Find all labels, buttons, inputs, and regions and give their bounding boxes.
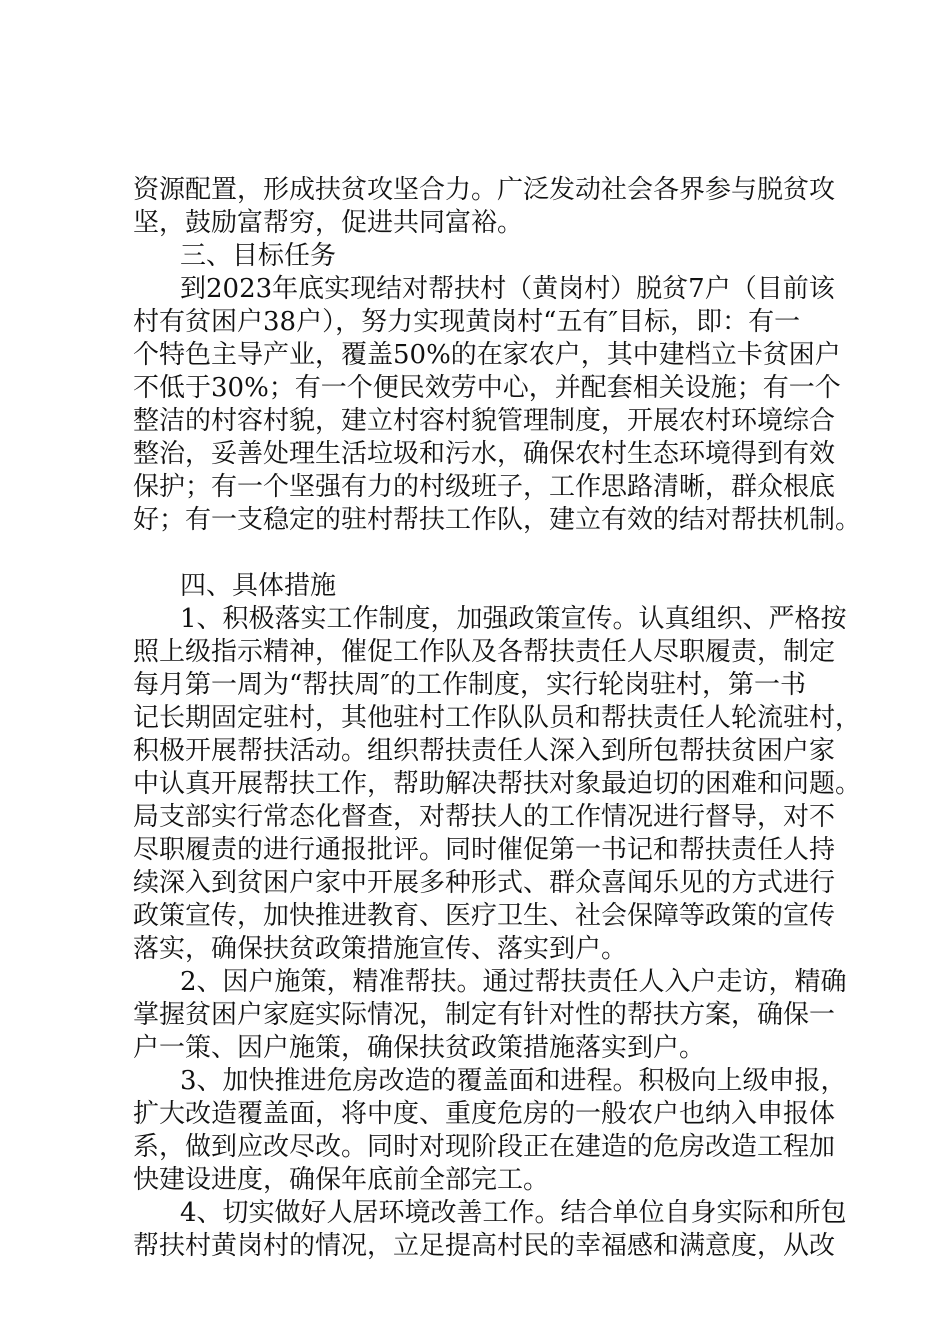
text-line: 记长期固定驻村，其他驻村工作队队员和帮扶责任人轮流驻村， [133,703,862,733]
text-line: 1、积极落实工作制度，加强政策宣传。认真组织、严格按 [180,604,847,634]
text-line: 户一策、因户施策，确保扶贫政策措施落实到户。 [133,1033,706,1063]
text-line: 整治，妥善处理生活垃圾和污水，确保农村生态环境得到有效 [133,439,836,469]
text-line: 整洁的村容村貌，建立村容村貌管理制度，开展农村环境综合 [133,406,836,436]
text-line: 政策宣传，加快推进教育、医疗卫生、社会保障等政策的宣传 [133,901,836,931]
text-line: 帮扶村黄岗村的情况，立足提高村民的幸福感和满意度，从改 [133,1231,836,1261]
text-line: 4、切实做好人居环境改善工作。结合单位自身实际和所包 [180,1198,847,1228]
text-line: 局支部实行常态化督查，对帮扶人的工作情况进行督导，对不 [133,802,836,832]
text-line: 资源配置，形成扶贫攻坚合力。广泛发动社会各界参与脱贫攻 [133,175,836,205]
text-line: 中认真开展帮扶工作，帮助解决帮扶对象最迫切的困难和问题。 [133,769,862,799]
text-line: 不低于30%；有一个便民效劳中心，并配套相关设施；有一个 [133,373,841,403]
text-line: 照上级指示精神，催促工作队及各帮扶责任人尽职履责，制定 [133,637,836,667]
text-line: 3、加快推进危房改造的覆盖面和进程。积极向上级申报， [180,1066,847,1096]
text-line: 保护；有一个坚强有力的村级班子，工作思路清晰，群众根底 [133,472,836,502]
text-line: 落实，确保扶贫政策措施宣传、落实到户。 [133,934,628,964]
section-heading: 四、具体措施 [180,571,337,601]
text-line: 坚，鼓励富帮穷，促进共同富裕。 [133,208,524,238]
text-line: 2、因户施策，精准帮扶。通过帮扶责任人入户走访，精确 [180,967,847,997]
text-line: 续深入到贫困户家中开展多种形式、群众喜闻乐见的方式进行 [133,868,836,898]
section-heading: 三、目标任务 [180,241,337,271]
text-line: 扩大改造覆盖面，将中度、重度危房的一般农户也纳入申报体 [133,1099,836,1129]
text-line: 快建设进度，确保年底前全部完工。 [133,1165,550,1195]
text-line: 尽职履责的进行通报批评。同时催促第一书记和帮扶责任人持 [133,835,836,865]
text-line: 到2023年底实现结对帮扶村（黄岗村）脱贫7户（目前该 [180,274,835,304]
text-line: 个特色主导产业，覆盖50%的在家农户，其中建档立卡贫困户 [133,340,841,370]
text-line: 村有贫困户38户），努力实现黄岗村“五有″目标，即：有一 [133,307,801,337]
text-line: 每月第一周为“帮扶周″的工作制度，实行轮岗驻村，第一书 [133,670,807,700]
text-line: 好；有一支稳定的驻村帮扶工作队，建立有效的结对帮扶机制。 [133,505,862,535]
text-line: 系，做到应改尽改。同时对现阶段正在建造的危房改造工程加 [133,1132,836,1162]
text-line: 积极开展帮扶活动。组织帮扶责任人深入到所包帮扶贫困户家 [133,736,836,766]
text-line: 掌握贫困户家庭实际情况，制定有针对性的帮扶方案，确保一 [133,1000,836,1030]
